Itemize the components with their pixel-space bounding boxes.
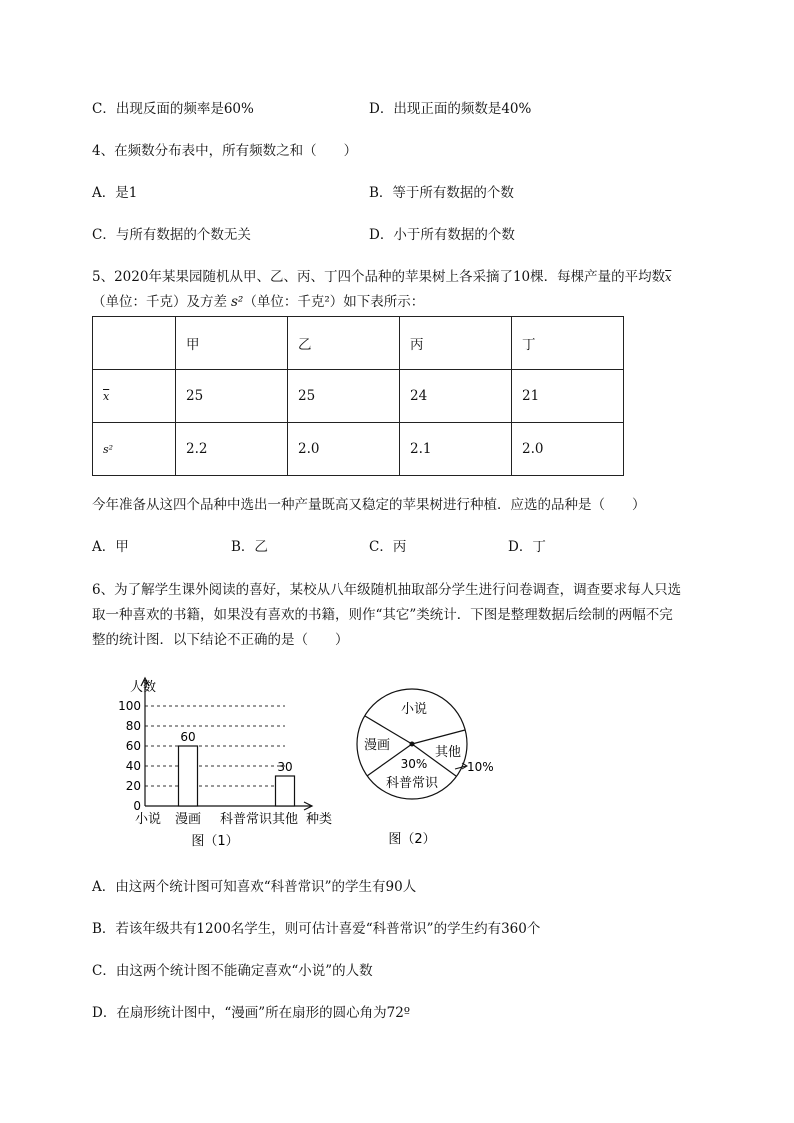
q6-stem-line3: 整的统计图．以下结论不正确的是（ ） — [92, 632, 349, 648]
q6-option-d: D．在扇形统计图中，“漫画”所在扇形的圆心角为72º — [92, 1005, 411, 1021]
pie-center-dot — [410, 742, 415, 747]
pie-label-kepu: 科普常识 — [385, 776, 439, 791]
x-category-label: 科普常识 — [219, 812, 273, 827]
table-cell: 21 — [512, 370, 624, 423]
q6-stem-line2: 取一种喜欢的书籍，如果没有喜欢的书籍，则作“其它”类统计．下图是整理数据后绘制的两幅不完 — [92, 607, 673, 623]
table-header-bing: 丙 — [400, 317, 512, 370]
pie-label-qita: 其他 — [434, 745, 462, 760]
q4-option-b: B．等于所有数据的个数 — [369, 185, 514, 201]
pie-chart — [352, 680, 512, 860]
q6-option-a: A．由这两个统计图可知喜欢“科普常识”的学生有90人 — [92, 879, 417, 895]
table-header-yi: 乙 — [288, 317, 400, 370]
bar-chart — [90, 672, 340, 852]
q5-stem-line2-b: （单位：千克²）如下表所示： — [243, 294, 425, 310]
y-tick-label: 0 — [133, 799, 141, 813]
table-header-ding: 丁 — [512, 317, 624, 370]
q5-option-a: A．甲 — [92, 539, 129, 555]
q5-option-b: B．乙 — [231, 539, 268, 555]
table-cell-corner — [93, 317, 176, 370]
pie-annotation-10pct: 10% — [467, 760, 494, 774]
q5-stem-line2-a: （单位：千克）及方差 — [92, 294, 227, 310]
q5-option-d: D．丁 — [508, 539, 546, 555]
y-axis-label: 人数 — [130, 680, 157, 695]
table-cell: 24 — [400, 370, 512, 423]
y-tick-label: 60 — [125, 739, 141, 753]
x-category-label: 小说 — [134, 812, 162, 827]
table-cell: 2.1 — [400, 423, 512, 476]
q4-option-c: C．与所有数据的个数无关 — [92, 227, 251, 243]
x-axis-label: 种类 — [306, 812, 333, 827]
table-cell: 2.2 — [176, 423, 288, 476]
bar-data-label: 30 — [277, 760, 293, 774]
q5-stem-s2: s² — [231, 294, 244, 310]
q4-option-a: A．是1 — [92, 185, 138, 201]
pie-label-manhua: 漫画 — [363, 738, 391, 753]
q5-stem-line2 — [92, 293, 424, 311]
table-header-jia: 甲 — [176, 317, 288, 370]
q6-stem-line1: 6、为了解学生课外阅读的喜好，某校从八年级随机抽取部分学生进行问卷调查，调查要求每人只选 — [92, 582, 682, 598]
table-row-var-label: s² — [93, 423, 176, 476]
q5-data-table — [92, 316, 624, 476]
q4-stem: 4、在频数分布表中，所有频数之和（ ） — [92, 143, 358, 159]
pie-label-xiaoshuo: 小说 — [400, 702, 428, 717]
q5-option-c: C．丙 — [369, 539, 407, 555]
x-category-label: 漫画 — [174, 812, 202, 827]
q6-option-c: C．由这两个统计图不能确定喜欢“小说”的人数 — [92, 963, 373, 979]
q6-option-b: B．若该年级共有1200名学生，则可估计喜爱“科普常识”的学生约有360个 — [92, 921, 541, 937]
q5-stem-line1 — [92, 268, 671, 287]
pie-divider — [412, 730, 465, 744]
pie-chart-title: 图（2） — [388, 832, 436, 847]
table-cell: 2.0 — [288, 423, 400, 476]
q3-option-d: D．出现正面的频数是40% — [369, 101, 532, 117]
table-cell: 25 — [176, 370, 288, 423]
bar-data-label: 60 — [180, 730, 196, 744]
bar-chart-title: 图（1） — [191, 834, 239, 849]
y-tick-label: 40 — [125, 759, 141, 773]
q3-option-c: C．出现反面的频率是60% — [92, 101, 254, 117]
x-category-label: 其他 — [271, 812, 299, 827]
q4-option-d: D．小于所有数据的个数 — [369, 227, 515, 243]
table-row-header — [93, 317, 624, 370]
pie-annotation-30pct: 30% — [400, 757, 428, 771]
table-row-mean — [93, 370, 624, 423]
table-cell: 25 — [288, 370, 400, 423]
bar — [276, 776, 295, 806]
y-tick-label: 80 — [125, 719, 141, 733]
table-row-variance — [93, 423, 624, 476]
bar — [179, 746, 198, 806]
table-row-mean-label: $\overline{x}$ — [93, 370, 176, 423]
q5-stem-xbar: $\overline{x}$ — [665, 271, 672, 284]
y-tick-label: 100 — [118, 699, 141, 713]
y-tick-label: 20 — [125, 779, 141, 793]
q5-stem-text: 5、2020年某果园随机从甲、乙、丙、丁四个品种的苹果树上各采摘了10棵．每棵产量的平均数 — [92, 269, 666, 285]
table-cell: 2.0 — [512, 423, 624, 476]
q5-question: 今年准备从这四个品种中选出一种产量既高又稳定的苹果树进行种植．应选的品种是（ ） — [92, 497, 646, 513]
